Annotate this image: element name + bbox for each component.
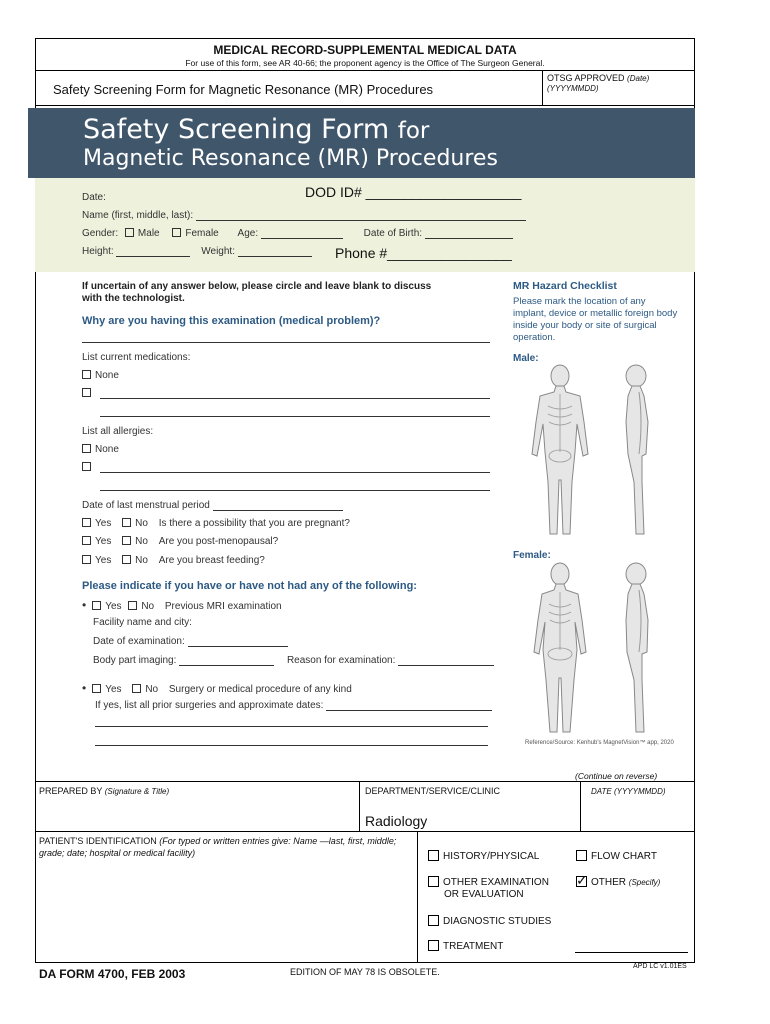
allergies-label: List all allergies: (82, 426, 154, 437)
date-field-footer[interactable]: DATE (YYYYMMDD) (591, 787, 666, 796)
male-side-figure[interactable] (612, 362, 662, 540)
otsg-label: OTSG APPROVED (547, 73, 625, 83)
treatment-option[interactable]: TREATMENT (428, 940, 503, 952)
exam-date-field[interactable]: Date of examination: (93, 636, 288, 647)
other-specify-line[interactable] (575, 952, 688, 953)
surgery-question: • Yes No Surgery or medical procedure of any kind (82, 681, 352, 695)
department-label: DEPARTMENT/SERVICE/CLINIC (365, 786, 501, 796)
allergies-line-1[interactable] (100, 472, 490, 473)
allergies-other-option[interactable] (82, 462, 95, 473)
facility-field[interactable]: Facility name and city: (93, 617, 192, 628)
female-label: Female: (513, 550, 551, 561)
form-header-subtitle: For use of this form, see AR 40-66; the proponent agency is the Office of The Surgeon General. (185, 58, 545, 68)
history-physical-option[interactable]: HISTORY/PHYSICAL (428, 850, 539, 862)
dod-id-field[interactable]: DOD ID# ____________________ (305, 184, 522, 200)
other-exam-option[interactable]: OTHER EXAMINATION OR EVALUATION (428, 876, 549, 901)
form-banner (28, 108, 695, 178)
form-name-row (36, 70, 694, 106)
gender-field: Gender: Male Female Age: Date of Birth: (82, 228, 513, 239)
form-name: Safety Screening Form for Magnetic Resonance (MR) Procedures (53, 82, 434, 97)
banner-subtitle: Magnetic Resonance (MR) Procedures (83, 146, 498, 171)
banner-for: for (397, 118, 430, 144)
flow-chart-option[interactable]: FLOW CHART (576, 850, 657, 862)
surgery-line-1[interactable] (95, 726, 488, 727)
patient-info-section (35, 178, 695, 272)
figure-reference: Reference/Source: Kenhub's MagnetVision™ app, 2020 (525, 740, 674, 746)
female-checkbox[interactable] (172, 228, 181, 237)
allergies-none-option[interactable]: None (82, 444, 119, 455)
pregnant-question: Yes No Is there a possibility that you are pregnant? (82, 518, 350, 529)
phone-field[interactable]: Phone #________________ (335, 245, 512, 261)
prepared-by-field[interactable]: PREPARED BY (Signature & Title) (39, 786, 170, 796)
age-field[interactable]: Age: (238, 228, 343, 239)
female-side-figure[interactable] (612, 560, 662, 738)
surgery-line-2[interactable] (95, 745, 488, 746)
otsg-approved-box (542, 71, 696, 105)
male-checkbox[interactable] (125, 228, 134, 237)
meds-line-2[interactable] (100, 416, 490, 417)
postmeno-question: Yes No Are you post-menopausal? (82, 536, 278, 547)
indicate-heading: Please indicate if you have or have not had any of the following: (82, 580, 417, 592)
department-value[interactable]: Radiology (365, 813, 428, 829)
prev-mri-question: • Yes No Previous MRI examination (82, 598, 282, 612)
surgery-list-field[interactable]: If yes, list all prior surgeries and approximate dates: (95, 700, 492, 711)
male-label: Male: (513, 353, 539, 364)
breastfeeding-question: Yes No Are you breast feeding? (82, 555, 265, 566)
table-top-line (35, 781, 695, 782)
check-mark-icon: ✓ (576, 872, 588, 888)
female-front-figure[interactable] (520, 560, 600, 738)
hazard-checklist-text: Please mark the location of any implant, device or metallic foreign body inside your body or site of surgical operation. (513, 296, 678, 343)
why-answer-line[interactable] (82, 342, 490, 343)
body-part-field[interactable]: Body part imaging: Reason for examination: (93, 655, 494, 666)
meds-none-option[interactable]: None (82, 370, 119, 381)
hazard-checklist-title: MR Hazard Checklist (513, 280, 617, 292)
diagnostic-studies-option[interactable]: DIAGNOSTIC STUDIES (428, 915, 551, 927)
otsg-date-label: (Date) (627, 74, 650, 83)
patient-identification[interactable]: PATIENT'S IDENTIFICATION (For typed or written entries give: Name —last, first, middle; grade; date; hospital or medical facility) (39, 836, 397, 858)
name-field[interactable]: Name (first, middle, last): (82, 210, 526, 221)
meds-line-1[interactable] (100, 398, 490, 399)
meds-other-option[interactable] (82, 388, 95, 399)
form-header-title: MEDICAL RECORD-SUPPLEMENTAL MEDICAL DATA (213, 43, 517, 57)
intro-text: If uncertain of any answer below, please circle and leave blank to discuss (82, 281, 432, 292)
otsg-date-format: (YYYYMMDD) (547, 84, 599, 93)
why-question: Why are you having this examination (medical problem)? (82, 315, 381, 327)
other-option[interactable]: ✓ OTHER (Specify) (576, 872, 661, 888)
medications-label: List current medications: (82, 352, 191, 363)
banner-title: Safety Screening Form (83, 114, 390, 145)
intro-text-2: with the technologist. (82, 293, 185, 304)
form-id: DA FORM 4700, FEB 2003 (39, 967, 186, 981)
height-weight-field[interactable]: Height: Weight: (82, 246, 312, 257)
dob-field[interactable]: Date of Birth: (364, 228, 513, 239)
edition-note: EDITION OF MAY 78 IS OBSOLETE. (290, 967, 440, 977)
menstrual-field[interactable]: Date of last menstrual period (82, 500, 343, 511)
allergies-line-2[interactable] (100, 490, 490, 491)
male-front-figure[interactable] (520, 362, 600, 540)
date-field[interactable]: Date: (82, 192, 106, 203)
version-label: APD LC v1.01ES (633, 963, 687, 970)
continue-note: (Continue on reverse) (575, 771, 658, 781)
